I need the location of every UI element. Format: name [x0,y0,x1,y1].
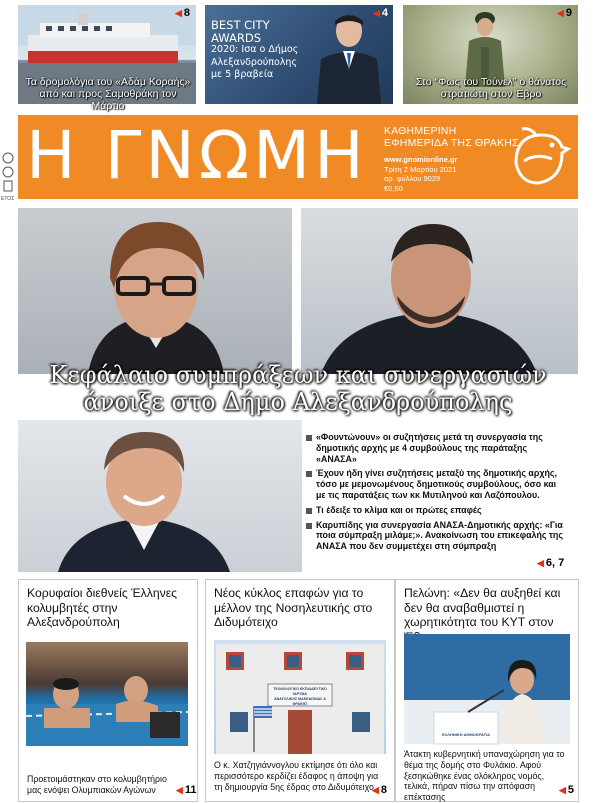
card-page-ref[interactable]: ◀ 5 [559,784,575,796]
speaker-photo [404,634,570,744]
masthead-side-text: ΕΤΟΣ [1,196,15,202]
promo-page-ref[interactable]: ◀ 8 [174,7,190,19]
lead-bullet-list [306,432,568,556]
card-page-ref[interactable]: ◀ 8 [372,784,388,796]
promo-soldier-photo[interactable] [403,5,578,104]
man-in-suit-figure [309,9,389,104]
promo-awards-photo[interactable] [205,5,393,104]
masthead-side-strip [2,150,14,194]
building-sign [270,687,330,707]
story-card-peloni[interactable] [395,579,579,802]
card-title: Κορυφαίοι διεθνείς Έλληνες κολυμβητές στην Αλεξανδρούπολη [27,586,178,629]
card-text: Ο κ. Χατζηγιάννογλου εκτίμησε ότι όλο και περισσότερο κερδίζει έδαφος η άποψη για τη δημιουργία 5ης έδρας στο Διδυμότειχο [214,760,379,792]
masthead-website[interactable]: www.gnomionline.gr [384,155,458,164]
lead-bullet[interactable]: Καρυπίδης για συνεργασία ΑΝΑΣΑ-Δημοτικής αρχής: «Για ποια σύμπραξη μιλάμε;». Ανακοίνωση του επικεφαλής της ΑΝΑΣΑ που δεν συμμετέχει στη σύμπραξη [306,520,568,552]
card-title: Πελώνη: «Δεν θα αυξηθεί και δεν θα αναβαθμιστεί η χωρητικότητα του ΚΥΤ στον [404,586,561,629]
card-page-ref[interactable]: ◀ 11 [176,784,197,796]
masthead-meta [384,155,457,193]
lead-bullet[interactable]: Έχουν ήδη γίνει συζητήσεις μεταξύ της δημοτικής αρχής, τόσο με μεμονωμένους δημοτικούς συμβούλους, όσο και με τις παρατάξεις των κκ Μυτιληνού και Λαζόπουλου. [306,468,568,500]
promo-page-ref[interactable]: ◀ 9 [556,7,572,19]
lead-bullet[interactable]: Τι έδειξε το κλίμα και οι πρώτες επαφές [306,505,568,516]
tagline-line-1: ΚΑΘΗΜΕΡΙΝΗ [384,125,457,137]
promo-page-ref[interactable]: ◀ 4 [372,7,388,19]
masthead-price: €0,60 [384,183,403,193]
card-text: Προετοιμάστηκαν στο κολυμβητήριο μας ενόψει Ολυμπιακών Αγώνων [27,774,167,795]
awards-line: BEST CITY [211,18,270,32]
story-card-swimmers[interactable] [18,579,198,802]
masthead-tagline [384,126,519,149]
smiling-man-figure [18,420,302,572]
swimmers-photo [26,642,188,746]
sign-line: ΤΕΧΝΟΛΟΓΙΚΟ ΕΚΠΑΙΔΕΥΤΙΚΟ ΙΔΡΥΜΑ [273,687,327,696]
lead-page-ref[interactable]: ◀ 6, 7 [537,557,565,569]
promo-caption: Στο “Φως του Τούνελ” ο θάνατος στρατιώτη στον Έβρο [415,76,567,100]
awards-caption [211,19,298,82]
lead-headline[interactable] [18,362,578,416]
promo-caption: Τα δρομολόγια του «Αδάμ Κοραής» από και προς Σαμοθράκη τον Μάρτιο [25,76,191,112]
sign-line: ΑΝΑΤΟΛΙΚΗΣ ΜΑΚΕΔΟΝΙΑΣ & ΘΡΑΚΗΣ [274,697,326,706]
newspaper-brand[interactable]: Η ΓΝΩΜΗ [26,117,368,194]
masthead-date: Τρίτη 2 Μαρτίου 2021 [384,164,457,174]
awards-line: Αλεξανδρούπολης [211,56,298,68]
lead-bullet[interactable]: «Φουντώνουν» οι συζητήσεις μετά τη συνεργασία της δημοτικής αρχής με 4 συμβούλους της παράταξης «ΑΝΑΣΑ» [306,432,568,464]
speaker-illustration [404,634,570,744]
building-photo [214,640,386,754]
lead-headline-line-1: Κεφάλαιο συμπράξεων και συνεργασιών [49,361,547,389]
swimmers-illustration [26,642,188,746]
bird-logo-icon [506,123,570,193]
awards-line: AWARDS [211,30,261,45]
card-text: Άτακτη κυβερνητική υπαναχώρηση για το θέμα της δομής στο Φυλάκιο. Αφού ξεσηκώθηκε ένας ολόκληρος νομός, τελικά, πήραν πίσω την απόφαση επέκτασης [404,749,565,803]
card-title: Νέος κύκλος επαφών για το μέλλον της Νοσηλευτικής στο Διδυμότειχο [214,586,373,629]
awards-line: 2020: Ισα ο Δήμος [211,44,299,55]
awards-line: με 5 βραβεία [211,69,274,80]
story-card-nursing[interactable] [205,579,395,802]
tagline-line-2: ΕΦΗΜΕΡΙΔΑ ΤΗΣ ΘΡΑΚΗΣ [384,136,519,149]
masthead-issue: αρ. φύλλου 9029 [384,174,441,183]
podium-label: ΕΛΛΗΝΙΚΗ ΔΗΜΟΚΡΑΤΙΑ [441,732,491,737]
lead-photo-man-beard[interactable] [301,208,578,374]
man-with-beard-figure [301,208,578,374]
promo-ferry-photo[interactable] [18,5,196,112]
lead-headline-line-2: άνοιξε στο Δήμο Αλεξανδρούπολης [83,388,513,416]
lead-photo-man-glasses[interactable] [18,208,292,374]
masthead [18,115,578,199]
lead-photo-man-smiling[interactable] [18,420,302,572]
man-with-glasses-figure [18,208,292,374]
